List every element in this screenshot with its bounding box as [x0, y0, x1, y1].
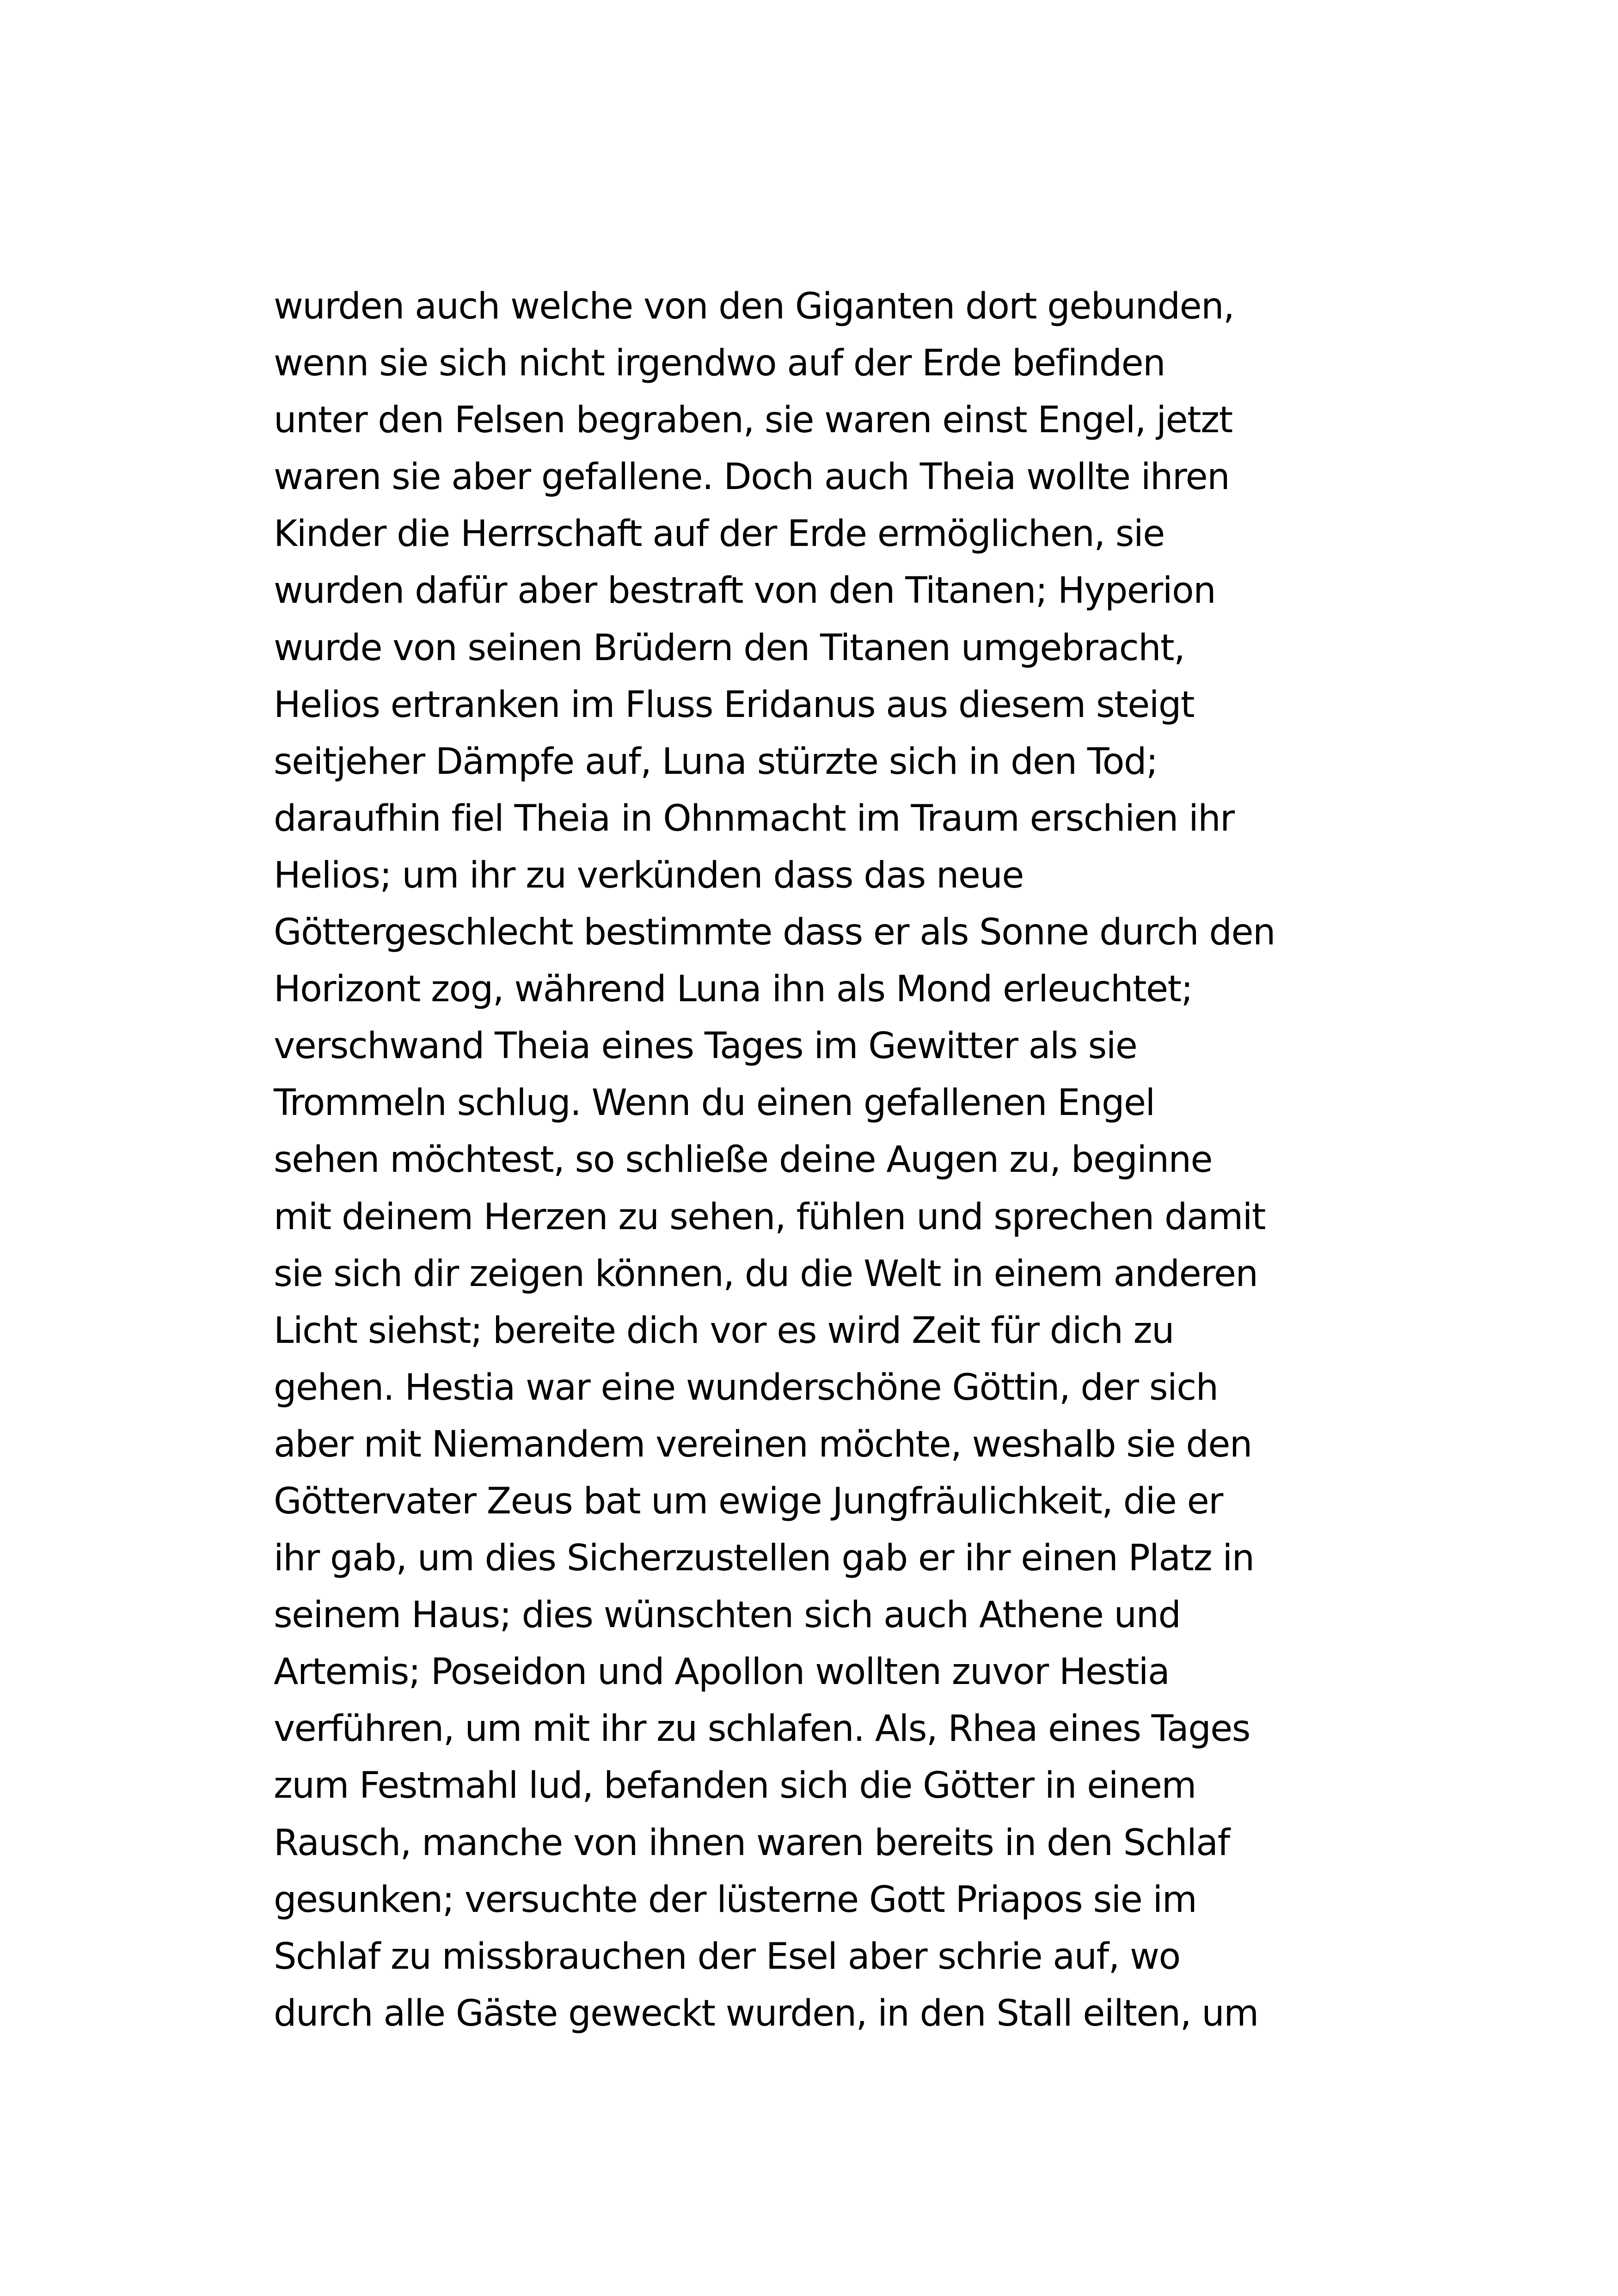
text-line: Schlaf zu missbrauchen der Esel aber schrie auf, wo	[274, 1935, 1180, 1978]
text-line: wurden auch welche von den Giganten dort gebunden,	[274, 286, 1234, 327]
text-line: mit deinem Herzen zu sehen, fühlen und sprechen damit	[274, 1196, 1265, 1238]
text-line: unter den Felsen begraben, sie waren einst Engel, jetzt	[274, 399, 1232, 441]
text-line: Horizont zog, während Luna ihn als Mond erleuchtet;	[274, 968, 1193, 1010]
text-line: seinem Haus; dies wünschten sich auch Athene und	[274, 1594, 1181, 1636]
text-line: Kinder die Herrschaft auf der Erde ermöglichen, sie	[274, 513, 1164, 555]
text-line: Trommeln schlug. Wenn du einen gefallenen Engel	[274, 1082, 1155, 1124]
text-line: aber mit Niemandem vereinen möchte, weshalb sie den	[274, 1423, 1252, 1465]
text-line: verführen, um mit ihr zu schlafen. Als, Rhea eines Tages	[274, 1708, 1250, 1750]
text-line: verschwand Theia eines Tages im Gewitter als sie	[274, 1025, 1137, 1067]
text-line: wenn sie sich nicht irgendwo auf der Erde befinden	[274, 343, 1165, 385]
text-line: durch alle Gäste geweckt wurden, in den Stall eilten, um	[274, 1992, 1258, 2034]
text-line: sie sich dir zeigen können, du die Welt in einem anderen	[274, 1253, 1258, 1295]
text-line: Artemis; Poseidon und Apollon wollten zuvor Hestia	[274, 1651, 1170, 1693]
text-line: sehen möchtest, so schließe deine Augen zu, beginne	[274, 1139, 1212, 1181]
body-text	[274, 278, 1392, 2042]
text-line: Helios; um ihr zu verkünden dass das neue	[274, 854, 1024, 896]
text-line: Licht siehst; bereite dich vor es wird Zeit für dich zu	[274, 1310, 1174, 1352]
text-line: wurden dafür aber bestraft von den Titanen; Hyperion	[274, 570, 1216, 612]
text-line: Göttervater Zeus bat um ewige Jungfräulichkeit, die er	[274, 1480, 1223, 1522]
text-line: ihr gab, um dies Sicherzustellen gab er ihr einen Platz in	[274, 1537, 1254, 1580]
text-line: wurde von seinen Brüdern den Titanen umgebracht,	[274, 627, 1185, 669]
text-line: Rausch, manche von ihnen waren bereits in den Schlaf	[274, 1822, 1230, 1864]
text-line: zum Festmahl lud, befanden sich die Götter in einem	[274, 1765, 1196, 1807]
text-line: gehen. Hestia war eine wunderschöne Göttin, der sich	[274, 1366, 1218, 1408]
text-line: seitjeher Dämpfe auf, Luna stürzte sich in den Tod;	[274, 741, 1158, 783]
text-line: gesunken; versuchte der lüsterne Gott Priapos sie im	[274, 1879, 1197, 1921]
text-line: daraufhin fiel Theia in Ohnmacht im Traum erschien ihr	[274, 797, 1234, 839]
text-line: waren sie aber gefallene. Doch auch Theia wollte ihren	[274, 456, 1230, 498]
text-line: Göttergeschlecht bestimmte dass er als Sonne durch den	[274, 912, 1275, 954]
text-line: Helios ertranken im Fluss Eridanus aus diesem steigt	[274, 684, 1195, 726]
